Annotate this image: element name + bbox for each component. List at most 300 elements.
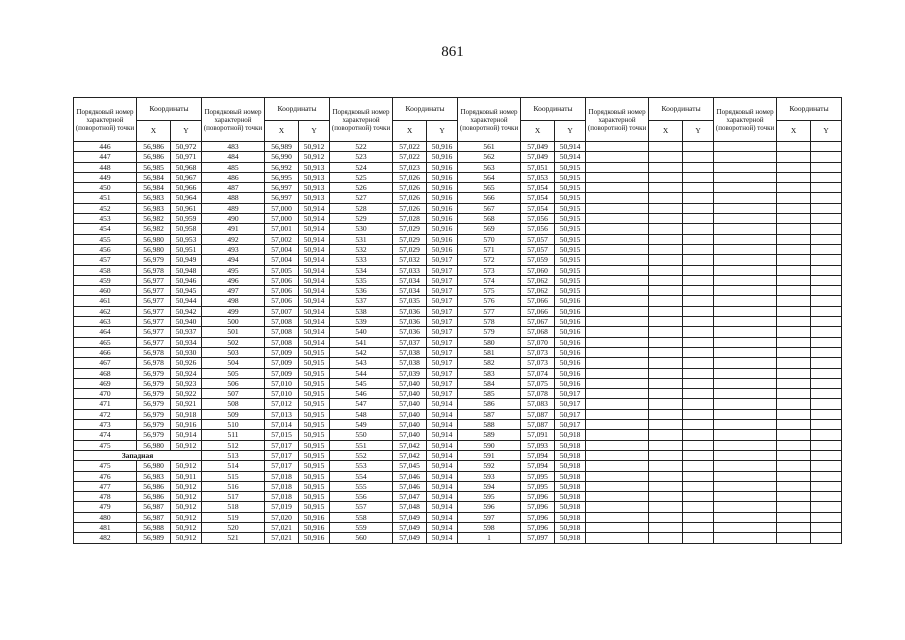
point-number-cell bbox=[714, 234, 777, 244]
y-coordinate-cell bbox=[811, 234, 842, 244]
y-coordinate-cell bbox=[811, 358, 842, 368]
y-coordinate-cell: 50,913 bbox=[299, 183, 330, 193]
point-number-cell: 472 bbox=[74, 409, 137, 419]
x-coordinate-cell bbox=[777, 389, 811, 399]
point-number-cell: 467 bbox=[74, 358, 137, 368]
y-coordinate-cell bbox=[811, 337, 842, 347]
point-number-cell bbox=[586, 492, 649, 502]
point-number-cell: 490 bbox=[202, 214, 265, 224]
point-number-cell: 502 bbox=[202, 337, 265, 347]
x-coordinate-cell bbox=[777, 399, 811, 409]
point-number-cell bbox=[714, 522, 777, 532]
x-coordinate-cell: 57,009 bbox=[265, 347, 299, 357]
point-number-cell: 528 bbox=[330, 203, 393, 213]
table-row bbox=[74, 389, 842, 399]
y-coordinate-cell: 50,917 bbox=[427, 306, 458, 316]
point-number-cell: 592 bbox=[458, 461, 521, 471]
x-coordinate-cell: 56,979 bbox=[137, 399, 171, 409]
point-number-cell: 565 bbox=[458, 183, 521, 193]
table-row bbox=[74, 450, 842, 460]
y-coordinate-cell: 50,916 bbox=[171, 420, 202, 430]
point-number-cell bbox=[586, 440, 649, 450]
x-coordinate-cell bbox=[777, 296, 811, 306]
x-coordinate-cell bbox=[777, 244, 811, 254]
x-coordinate-cell: 56,977 bbox=[137, 286, 171, 296]
y-coordinate-cell: 50,916 bbox=[427, 183, 458, 193]
y-coordinate-cell: 50,914 bbox=[299, 255, 330, 265]
point-number-cell: 510 bbox=[202, 420, 265, 430]
y-coordinate-cell: 50,964 bbox=[171, 193, 202, 203]
y-coordinate-cell: 50,912 bbox=[299, 152, 330, 162]
table-row bbox=[74, 214, 842, 224]
y-coordinate-cell: 50,915 bbox=[555, 172, 586, 182]
point-number-cell: 527 bbox=[330, 193, 393, 203]
point-number-cell: 552 bbox=[330, 450, 393, 460]
x-coordinate-cell bbox=[777, 461, 811, 471]
point-number-header: Порядковый номер характерной (поворотной) точки bbox=[586, 98, 649, 142]
point-number-cell: 454 bbox=[74, 224, 137, 234]
y-coordinate-cell: 50,914 bbox=[427, 440, 458, 450]
x-coordinate-cell bbox=[649, 224, 683, 234]
x-coordinate-cell: 56,980 bbox=[137, 440, 171, 450]
x-coordinate-cell bbox=[649, 512, 683, 522]
point-number-cell: 582 bbox=[458, 358, 521, 368]
x-coordinate-cell: 56,992 bbox=[265, 162, 299, 172]
point-number-cell bbox=[714, 275, 777, 285]
x-coordinate-cell: 57,042 bbox=[393, 440, 427, 450]
point-number-cell: 473 bbox=[74, 420, 137, 430]
y-coordinate-cell: 50,915 bbox=[299, 471, 330, 481]
x-coordinate-cell: 57,042 bbox=[393, 450, 427, 460]
point-number-cell: 481 bbox=[74, 522, 137, 532]
y-coordinate-cell bbox=[811, 430, 842, 440]
y-coordinate-cell bbox=[683, 471, 714, 481]
x-coordinate-cell bbox=[777, 450, 811, 460]
y-coordinate-cell: 50,916 bbox=[427, 193, 458, 203]
point-number-cell bbox=[714, 420, 777, 430]
y-coordinate-cell: 50,916 bbox=[555, 347, 586, 357]
point-number-cell bbox=[586, 399, 649, 409]
y-coordinate-cell: 50,914 bbox=[427, 481, 458, 491]
x-coordinate-cell: 57,012 bbox=[265, 399, 299, 409]
x-coordinate-cell: 57,017 bbox=[265, 461, 299, 471]
point-number-cell: 598 bbox=[458, 522, 521, 532]
point-number-cell: 535 bbox=[330, 275, 393, 285]
y-coordinate-cell: 50,949 bbox=[171, 255, 202, 265]
x-coordinate-cell: 57,094 bbox=[521, 461, 555, 471]
point-number-cell: 521 bbox=[202, 533, 265, 543]
y-coordinate-cell: 50,912 bbox=[299, 142, 330, 152]
x-coordinate-cell bbox=[777, 368, 811, 378]
table-row bbox=[74, 152, 842, 162]
y-coordinate-cell: 50,944 bbox=[171, 296, 202, 306]
x-coordinate-cell: 56,977 bbox=[137, 337, 171, 347]
x-coordinate-cell: 57,008 bbox=[265, 327, 299, 337]
y-coordinate-cell: 50,912 bbox=[171, 440, 202, 450]
point-number-cell: 495 bbox=[202, 265, 265, 275]
x-coordinate-cell: 57,056 bbox=[521, 214, 555, 224]
y-coordinate-cell bbox=[811, 275, 842, 285]
point-number-cell: 576 bbox=[458, 296, 521, 306]
y-coordinate-cell bbox=[683, 327, 714, 337]
point-number-cell: 458 bbox=[74, 265, 137, 275]
table-row bbox=[74, 347, 842, 357]
y-coordinate-cell bbox=[683, 193, 714, 203]
y-coordinate-cell: 50,915 bbox=[299, 461, 330, 471]
x-coordinate-cell: 57,035 bbox=[393, 296, 427, 306]
y-coordinate-cell: 50,914 bbox=[299, 286, 330, 296]
point-number-cell: 460 bbox=[74, 286, 137, 296]
x-coordinate-cell bbox=[777, 286, 811, 296]
point-number-cell bbox=[714, 368, 777, 378]
x-coordinate-cell: 57,096 bbox=[521, 512, 555, 522]
x-coordinate-cell: 57,020 bbox=[265, 512, 299, 522]
x-coordinate-cell: 57,018 bbox=[265, 481, 299, 491]
point-number-cell: 1 bbox=[458, 533, 521, 543]
y-coordinate-cell: 50,951 bbox=[171, 244, 202, 254]
point-number-cell bbox=[586, 317, 649, 327]
y-coordinate-cell: 50,942 bbox=[171, 306, 202, 316]
y-coordinate-cell: 50,916 bbox=[555, 337, 586, 347]
y-coordinate-cell: 50,913 bbox=[299, 193, 330, 203]
y-coordinate-cell bbox=[811, 265, 842, 275]
x-coordinate-cell: 56,978 bbox=[137, 347, 171, 357]
x-coordinate-cell: 56,979 bbox=[137, 409, 171, 419]
x-coordinate-cell: 57,026 bbox=[393, 193, 427, 203]
point-number-cell: 491 bbox=[202, 224, 265, 234]
point-number-header: Порядковый номер характерной (поворотной) точки bbox=[74, 98, 137, 142]
y-coordinate-cell: 50,917 bbox=[427, 275, 458, 285]
point-number-cell: 532 bbox=[330, 244, 393, 254]
y-coordinate-cell: 50,917 bbox=[427, 296, 458, 306]
x-coordinate-cell: 57,066 bbox=[521, 296, 555, 306]
y-coordinate-cell: 50,921 bbox=[171, 399, 202, 409]
y-coordinate-cell bbox=[683, 152, 714, 162]
point-number-cell: 585 bbox=[458, 389, 521, 399]
point-number-cell: 501 bbox=[202, 327, 265, 337]
y-coordinate-cell: 50,922 bbox=[171, 389, 202, 399]
y-coordinate-cell bbox=[811, 327, 842, 337]
table-row bbox=[74, 440, 842, 450]
y-coordinate-cell: 50,917 bbox=[427, 368, 458, 378]
point-number-cell: 484 bbox=[202, 152, 265, 162]
point-number-cell bbox=[586, 420, 649, 430]
x-coordinate-cell bbox=[777, 533, 811, 543]
x-coordinate-cell: 57,068 bbox=[521, 327, 555, 337]
x-coordinate-cell: 57,007 bbox=[265, 306, 299, 316]
y-coordinate-cell: 50,914 bbox=[299, 214, 330, 224]
x-coordinate-cell: 57,000 bbox=[265, 203, 299, 213]
y-coordinate-cell bbox=[811, 306, 842, 316]
point-number-cell bbox=[714, 358, 777, 368]
x-coordinate-cell: 57,040 bbox=[393, 420, 427, 430]
x-coordinate-cell: 56,978 bbox=[137, 358, 171, 368]
x-coordinate-cell: 57,095 bbox=[521, 471, 555, 481]
y-coordinate-cell bbox=[811, 193, 842, 203]
x-coordinate-cell: 57,017 bbox=[265, 440, 299, 450]
point-number-cell bbox=[714, 378, 777, 388]
x-coordinate-cell: 57,040 bbox=[393, 399, 427, 409]
y-coordinate-cell: 50,914 bbox=[427, 461, 458, 471]
point-number-cell bbox=[586, 409, 649, 419]
point-number-cell: 475 bbox=[74, 440, 137, 450]
point-number-cell: 545 bbox=[330, 378, 393, 388]
coordinates-header: Координаты bbox=[265, 98, 330, 121]
x-header: X bbox=[265, 121, 299, 142]
x-coordinate-cell bbox=[777, 378, 811, 388]
point-number-cell bbox=[714, 327, 777, 337]
point-number-cell: 555 bbox=[330, 481, 393, 491]
point-number-cell: 530 bbox=[330, 224, 393, 234]
coordinates-header: Координаты bbox=[521, 98, 586, 121]
x-coordinate-cell: 57,096 bbox=[521, 492, 555, 502]
table-row bbox=[74, 286, 842, 296]
x-coordinate-cell bbox=[649, 492, 683, 502]
point-number-cell: 449 bbox=[74, 172, 137, 182]
point-number-cell: 566 bbox=[458, 193, 521, 203]
point-number-cell bbox=[714, 172, 777, 182]
y-coordinate-cell bbox=[811, 399, 842, 409]
point-number-cell: 523 bbox=[330, 152, 393, 162]
x-header: X bbox=[649, 121, 683, 142]
point-number-cell: 447 bbox=[74, 152, 137, 162]
point-number-cell bbox=[586, 502, 649, 512]
x-coordinate-cell: 57,034 bbox=[393, 275, 427, 285]
point-number-cell: 546 bbox=[330, 389, 393, 399]
x-coordinate-cell: 57,019 bbox=[265, 502, 299, 512]
y-coordinate-cell: 50,915 bbox=[555, 234, 586, 244]
y-coordinate-cell bbox=[683, 172, 714, 182]
point-number-cell bbox=[586, 450, 649, 460]
y-coordinate-cell bbox=[683, 214, 714, 224]
x-header: X bbox=[521, 121, 555, 142]
table-row bbox=[74, 430, 842, 440]
point-number-cell: 526 bbox=[330, 183, 393, 193]
x-coordinate-cell bbox=[649, 265, 683, 275]
y-coordinate-cell: 50,917 bbox=[427, 358, 458, 368]
x-coordinate-cell: 57,028 bbox=[393, 214, 427, 224]
y-coordinate-cell: 50,915 bbox=[299, 389, 330, 399]
x-coordinate-cell: 57,022 bbox=[393, 152, 427, 162]
point-number-cell: 488 bbox=[202, 193, 265, 203]
y-coordinate-cell: 50,916 bbox=[299, 533, 330, 543]
y-coordinate-cell: 50,915 bbox=[299, 440, 330, 450]
point-number-cell: 478 bbox=[74, 492, 137, 502]
x-coordinate-cell bbox=[649, 378, 683, 388]
point-number-header: Порядковый номер характерной (поворотной) точки bbox=[714, 98, 777, 142]
y-coordinate-cell: 50,915 bbox=[299, 409, 330, 419]
y-coordinate-cell bbox=[683, 347, 714, 357]
x-coordinate-cell: 56,977 bbox=[137, 317, 171, 327]
x-coordinate-cell: 56,984 bbox=[137, 172, 171, 182]
x-coordinate-cell: 57,004 bbox=[265, 244, 299, 254]
table-row bbox=[74, 265, 842, 275]
point-number-cell bbox=[586, 193, 649, 203]
point-number-cell: 567 bbox=[458, 203, 521, 213]
point-number-cell: 589 bbox=[458, 430, 521, 440]
x-coordinate-cell bbox=[777, 152, 811, 162]
point-number-cell bbox=[586, 327, 649, 337]
x-coordinate-cell: 57,083 bbox=[521, 399, 555, 409]
y-coordinate-cell: 50,917 bbox=[427, 317, 458, 327]
y-coordinate-cell bbox=[683, 399, 714, 409]
point-number-cell bbox=[714, 512, 777, 522]
y-coordinate-cell bbox=[811, 450, 842, 460]
x-coordinate-cell: 57,006 bbox=[265, 275, 299, 285]
x-coordinate-cell: 57,026 bbox=[393, 183, 427, 193]
y-coordinate-cell bbox=[683, 142, 714, 152]
point-number-cell: 537 bbox=[330, 296, 393, 306]
x-coordinate-cell bbox=[649, 255, 683, 265]
x-coordinate-cell: 56,977 bbox=[137, 306, 171, 316]
point-number-cell bbox=[586, 275, 649, 285]
x-coordinate-cell: 57,097 bbox=[521, 533, 555, 543]
point-number-cell: 568 bbox=[458, 214, 521, 224]
point-number-cell: 570 bbox=[458, 234, 521, 244]
x-coordinate-cell: 57,062 bbox=[521, 286, 555, 296]
x-coordinate-cell: 57,006 bbox=[265, 286, 299, 296]
x-coordinate-cell: 57,026 bbox=[393, 203, 427, 213]
x-coordinate-cell bbox=[777, 502, 811, 512]
point-number-cell bbox=[586, 142, 649, 152]
x-coordinate-cell bbox=[777, 358, 811, 368]
y-coordinate-cell: 50,914 bbox=[427, 522, 458, 532]
point-number-cell: 558 bbox=[330, 512, 393, 522]
point-number-cell: 456 bbox=[74, 244, 137, 254]
y-coordinate-cell: 50,916 bbox=[427, 234, 458, 244]
y-coordinate-cell: 50,911 bbox=[171, 471, 202, 481]
x-coordinate-cell: 57,073 bbox=[521, 358, 555, 368]
table-row bbox=[74, 399, 842, 409]
point-number-cell bbox=[714, 317, 777, 327]
y-coordinate-cell: 50,966 bbox=[171, 183, 202, 193]
point-number-cell bbox=[714, 409, 777, 419]
point-number-cell: 470 bbox=[74, 389, 137, 399]
y-coordinate-cell bbox=[811, 502, 842, 512]
point-number-cell: 561 bbox=[458, 142, 521, 152]
y-coordinate-cell bbox=[683, 389, 714, 399]
y-coordinate-cell: 50,918 bbox=[555, 461, 586, 471]
y-coordinate-cell bbox=[683, 183, 714, 193]
point-number-cell: 507 bbox=[202, 389, 265, 399]
point-number-cell: 474 bbox=[74, 430, 137, 440]
x-coordinate-cell: 56,978 bbox=[137, 265, 171, 275]
point-number-cell: 569 bbox=[458, 224, 521, 234]
point-number-cell: 487 bbox=[202, 183, 265, 193]
table-row bbox=[74, 172, 842, 182]
point-number-cell: 557 bbox=[330, 502, 393, 512]
y-coordinate-cell: 50,937 bbox=[171, 327, 202, 337]
y-coordinate-cell: 50,934 bbox=[171, 337, 202, 347]
point-number-cell: 548 bbox=[330, 409, 393, 419]
point-number-cell: 538 bbox=[330, 306, 393, 316]
table-row bbox=[74, 296, 842, 306]
y-coordinate-cell: 50,958 bbox=[171, 224, 202, 234]
y-coordinate-cell: 50,916 bbox=[427, 203, 458, 213]
x-coordinate-cell bbox=[649, 389, 683, 399]
y-coordinate-cell: 50,917 bbox=[427, 378, 458, 388]
table-row bbox=[74, 358, 842, 368]
y-coordinate-cell: 50,915 bbox=[299, 450, 330, 460]
y-coordinate-cell: 50,930 bbox=[171, 347, 202, 357]
y-coordinate-cell bbox=[683, 224, 714, 234]
x-coordinate-cell: 56,980 bbox=[137, 244, 171, 254]
x-coordinate-cell: 57,040 bbox=[393, 430, 427, 440]
y-header: Y bbox=[171, 121, 202, 142]
y-coordinate-cell: 50,915 bbox=[299, 399, 330, 409]
y-coordinate-cell: 50,916 bbox=[427, 214, 458, 224]
point-number-cell: 483 bbox=[202, 142, 265, 152]
point-number-cell: 459 bbox=[74, 275, 137, 285]
table-row bbox=[74, 234, 842, 244]
x-coordinate-cell: 57,067 bbox=[521, 317, 555, 327]
point-number-cell: 485 bbox=[202, 162, 265, 172]
point-number-cell: 529 bbox=[330, 214, 393, 224]
x-coordinate-cell: 56,979 bbox=[137, 255, 171, 265]
point-number-cell: 479 bbox=[74, 502, 137, 512]
y-coordinate-cell bbox=[811, 409, 842, 419]
y-coordinate-cell bbox=[683, 162, 714, 172]
point-number-cell: 520 bbox=[202, 522, 265, 532]
point-number-cell bbox=[714, 461, 777, 471]
point-number-cell bbox=[714, 533, 777, 543]
point-number-header: Порядковый номер характерной (поворотной) точки bbox=[458, 98, 521, 142]
y-coordinate-cell: 50,918 bbox=[555, 522, 586, 532]
table-body bbox=[74, 142, 842, 544]
point-number-cell: 506 bbox=[202, 378, 265, 388]
x-coordinate-cell bbox=[777, 203, 811, 213]
x-coordinate-cell: 57,032 bbox=[393, 255, 427, 265]
x-coordinate-cell bbox=[649, 306, 683, 316]
point-number-cell bbox=[714, 502, 777, 512]
x-coordinate-cell: 57,000 bbox=[265, 214, 299, 224]
y-coordinate-cell: 50,918 bbox=[555, 512, 586, 522]
y-coordinate-cell: 50,916 bbox=[427, 172, 458, 182]
x-coordinate-cell: 57,040 bbox=[393, 378, 427, 388]
x-coordinate-cell: 57,051 bbox=[521, 162, 555, 172]
y-coordinate-cell: 50,917 bbox=[427, 347, 458, 357]
y-coordinate-cell bbox=[683, 317, 714, 327]
point-number-cell: 584 bbox=[458, 378, 521, 388]
x-coordinate-cell: 56,985 bbox=[137, 162, 171, 172]
point-number-cell: 514 bbox=[202, 461, 265, 471]
x-coordinate-cell bbox=[649, 358, 683, 368]
x-coordinate-cell: 57,091 bbox=[521, 430, 555, 440]
y-coordinate-cell: 50,917 bbox=[427, 286, 458, 296]
y-coordinate-cell: 50,916 bbox=[299, 522, 330, 532]
y-coordinate-cell: 50,926 bbox=[171, 358, 202, 368]
y-coordinate-cell bbox=[683, 203, 714, 213]
point-number-cell bbox=[586, 389, 649, 399]
y-coordinate-cell: 50,961 bbox=[171, 203, 202, 213]
point-number-cell: 497 bbox=[202, 286, 265, 296]
y-coordinate-cell bbox=[683, 358, 714, 368]
x-coordinate-cell: 56,977 bbox=[137, 296, 171, 306]
point-number-cell bbox=[714, 183, 777, 193]
y-coordinate-cell bbox=[811, 296, 842, 306]
table-row bbox=[74, 203, 842, 213]
x-coordinate-cell: 57,075 bbox=[521, 378, 555, 388]
x-coordinate-cell bbox=[649, 440, 683, 450]
point-number-cell bbox=[586, 471, 649, 481]
y-coordinate-cell: 50,915 bbox=[555, 265, 586, 275]
y-coordinate-cell bbox=[811, 368, 842, 378]
coordinates-header: Координаты bbox=[777, 98, 842, 121]
y-coordinate-cell: 50,915 bbox=[555, 224, 586, 234]
y-coordinate-cell: 50,972 bbox=[171, 142, 202, 152]
point-number-cell: 455 bbox=[74, 234, 137, 244]
x-coordinate-cell: 56,995 bbox=[265, 172, 299, 182]
